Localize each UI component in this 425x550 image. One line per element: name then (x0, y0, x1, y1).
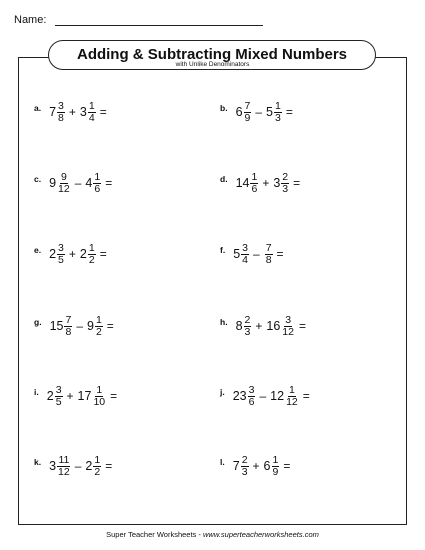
problem-expression (47, 385, 117, 408)
operator: + (68, 105, 76, 119)
first-fraction (241, 243, 249, 266)
problem-letter: g. (34, 317, 42, 327)
name-label: Name: (14, 14, 47, 26)
first-numerator: 2 (241, 453, 248, 466)
problem-item (34, 450, 112, 482)
first-denominator: 9 (244, 111, 251, 124)
operator: + (255, 319, 263, 333)
problem-expression (50, 315, 114, 338)
operator: + (68, 247, 76, 261)
equals-sign: = (298, 319, 306, 333)
equals-sign: = (99, 247, 107, 261)
second-numerator: 1 (272, 453, 279, 466)
operator: – (259, 389, 267, 403)
second-whole: 5 (266, 105, 273, 119)
second-whole: 3 (79, 105, 87, 119)
equals-sign: = (276, 247, 284, 261)
name-row (14, 14, 263, 26)
problem-letter: c. (34, 174, 42, 184)
equals-sign: = (302, 389, 310, 403)
operator: – (74, 459, 82, 473)
second-denominator: 9 (272, 465, 279, 478)
second-fraction (88, 101, 96, 124)
second-numerator: 1 (289, 383, 295, 396)
first-whole: 14 (235, 176, 250, 190)
first-whole: 7 (49, 105, 57, 119)
second-denominator: 12 (282, 325, 294, 338)
footer-separator: - (196, 530, 203, 539)
problem-letter: a. (34, 103, 42, 113)
problem-expression (236, 101, 293, 124)
problem-letter: l. (220, 457, 225, 467)
first-fraction (57, 172, 71, 195)
second-fraction (93, 172, 101, 195)
first-numerator: 3 (58, 99, 64, 112)
name-blank-line (55, 15, 263, 26)
second-whole: 2 (79, 247, 87, 261)
equals-sign: = (293, 176, 301, 190)
second-whole: 3 (273, 176, 281, 190)
first-fraction (250, 172, 258, 195)
second-whole: 17 (77, 389, 92, 403)
second-numerator: 1 (88, 99, 95, 112)
second-fraction (88, 243, 96, 266)
equals-sign: = (106, 319, 114, 333)
second-whole: 9 (87, 319, 94, 333)
first-fraction (57, 455, 71, 478)
problem-expression (236, 315, 306, 338)
problem-letter: i. (34, 387, 39, 397)
problem-expression (233, 385, 310, 408)
problem-letter: f. (220, 245, 226, 255)
first-numerator: 3 (55, 383, 62, 396)
second-numerator: 1 (96, 383, 103, 396)
second-fraction (93, 455, 101, 478)
problem-letter: j. (220, 387, 225, 397)
first-denominator: 3 (244, 325, 251, 338)
second-numerator: 3 (285, 313, 292, 326)
second-fraction (92, 385, 106, 408)
first-numerator: 11 (58, 453, 70, 466)
equals-sign: = (110, 389, 118, 403)
second-denominator: 2 (88, 253, 95, 266)
second-numerator: 1 (275, 99, 281, 112)
first-fraction (244, 315, 252, 338)
problem-expression (236, 172, 301, 195)
equals-sign: = (105, 176, 113, 190)
second-whole: 4 (85, 176, 93, 190)
first-fraction (57, 243, 65, 266)
problem-item (34, 310, 114, 342)
first-whole: 8 (235, 319, 243, 333)
first-whole: 9 (49, 176, 57, 190)
equals-sign: = (99, 105, 107, 119)
operator: – (253, 247, 260, 261)
equals-sign: = (283, 459, 291, 473)
problem-item (220, 167, 300, 199)
problem-letter: h. (220, 317, 228, 327)
operator: + (252, 459, 260, 473)
second-denominator: 8 (265, 253, 272, 266)
second-denominator: 12 (286, 395, 298, 408)
first-fraction (241, 455, 249, 478)
second-fraction (95, 315, 103, 338)
equals-sign: = (105, 459, 113, 473)
problem-item (220, 310, 306, 342)
second-denominator: 3 (282, 182, 289, 195)
second-fraction (272, 455, 280, 478)
second-fraction (285, 385, 299, 408)
first-whole: 7 (232, 459, 240, 473)
second-denominator: 4 (88, 111, 95, 124)
operator: – (76, 319, 83, 333)
second-denominator: 2 (94, 465, 101, 478)
problem-letter: e. (34, 245, 42, 255)
first-numerator: 7 (244, 99, 251, 112)
problem-letter: d. (220, 174, 228, 184)
operator: – (255, 105, 263, 119)
first-denominator: 5 (58, 253, 64, 266)
second-fraction (281, 172, 289, 195)
first-numerator: 2 (244, 313, 251, 326)
second-whole: 2 (85, 459, 93, 473)
second-numerator: 7 (265, 241, 272, 254)
second-whole: 12 (270, 389, 285, 403)
first-whole: 15 (49, 319, 64, 333)
second-fraction (281, 315, 295, 338)
problem-expression (49, 243, 107, 266)
first-denominator: 3 (241, 465, 248, 478)
operator: + (66, 389, 74, 403)
problem-item (34, 380, 117, 412)
worksheet-title: Adding & Subtracting Mixed Numbers (48, 40, 376, 70)
first-whole: 6 (235, 105, 243, 119)
first-denominator: 5 (55, 395, 62, 408)
first-numerator: 3 (248, 383, 255, 396)
operator: – (74, 176, 82, 190)
problem-expression (233, 455, 291, 478)
first-numerator: 9 (60, 170, 67, 183)
footer (0, 530, 425, 539)
second-fraction (265, 243, 273, 266)
footer-brand: Super Teacher Worksheets (106, 530, 197, 539)
first-fraction (248, 385, 256, 408)
second-denominator: 3 (275, 111, 281, 124)
second-denominator: 2 (95, 325, 102, 338)
problem-item (220, 96, 293, 128)
problem-item (220, 380, 310, 412)
problem-item (34, 238, 107, 270)
first-whole: 2 (49, 247, 57, 261)
first-fraction (55, 385, 63, 408)
first-whole: 23 (232, 389, 247, 403)
second-numerator: 1 (88, 241, 95, 254)
first-whole: 2 (46, 389, 54, 403)
first-denominator: 8 (65, 325, 72, 338)
first-numerator: 1 (251, 170, 258, 183)
operator: + (262, 176, 270, 190)
problem-expression (49, 101, 107, 124)
first-denominator: 4 (242, 253, 248, 266)
second-numerator: 1 (94, 170, 101, 183)
problem-letter: k. (34, 457, 42, 467)
equals-sign: = (285, 105, 293, 119)
problem-item (220, 238, 284, 270)
second-numerator: 1 (94, 453, 101, 466)
problem-item (220, 450, 290, 482)
first-denominator: 6 (248, 395, 255, 408)
first-numerator: 7 (65, 313, 72, 326)
second-fraction (274, 101, 282, 124)
second-whole: 6 (263, 459, 271, 473)
problem-expression (233, 243, 283, 266)
second-denominator: 6 (94, 182, 101, 195)
first-whole: 3 (49, 459, 57, 473)
worksheet-subtitle: with Unlike Denominators (175, 61, 250, 68)
second-numerator: 1 (95, 313, 102, 326)
first-fraction (57, 101, 65, 124)
second-numerator: 2 (282, 170, 289, 183)
first-numerator: 3 (242, 241, 248, 254)
first-denominator: 6 (251, 182, 258, 195)
first-fraction (244, 101, 252, 124)
first-fraction (64, 315, 72, 338)
first-denominator: 8 (58, 111, 64, 124)
problem-expression (49, 455, 112, 478)
first-denominator: 12 (58, 465, 70, 478)
problem-letter: b. (220, 103, 228, 113)
first-numerator: 3 (58, 241, 64, 254)
footer-url: www.superteacherworksheets.com (202, 530, 319, 539)
first-whole: 5 (233, 247, 241, 261)
problem-item (34, 96, 107, 128)
problem-item (34, 167, 112, 199)
second-whole: 16 (266, 319, 281, 333)
second-denominator: 10 (93, 395, 106, 408)
problem-expression (49, 172, 112, 195)
first-denominator: 12 (58, 182, 70, 195)
